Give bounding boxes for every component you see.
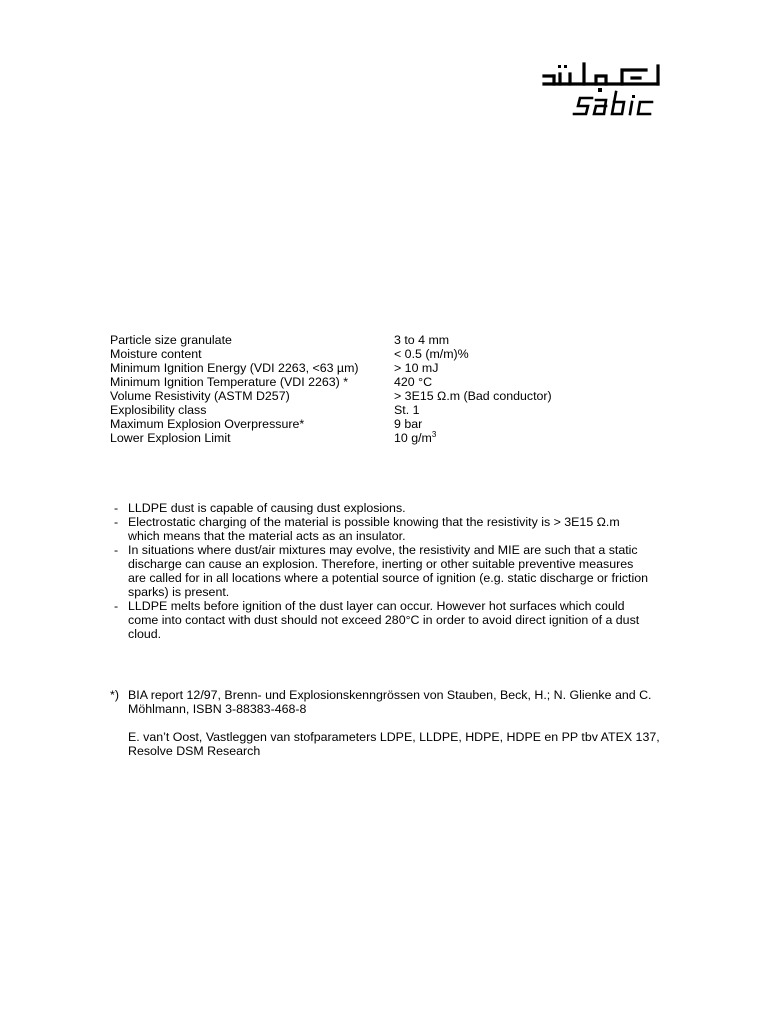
list-item-text: Electrostatic charging of the material is possible knowing that the resistivity is > 3E15 Ω.m which means that the material acts as an insulator. [128,515,620,543]
property-label: Lower Explosion Limit [110,431,231,445]
reference-text: E. van’t Oost, Vastleggen van stofparameters LDPE, LLDPE, HDPE, HDPE en PP tbv ATEX 137, Resolve DSM Research [128,730,660,758]
list-item [114,543,654,599]
reference-spacer [110,716,670,730]
list-item [114,515,654,543]
property-value [394,431,670,445]
property-label: Volume Resistivity (ASTM D257) [110,389,290,403]
bullet-marker: - [114,515,119,529]
property-row [110,389,670,403]
bullet-marker: - [114,599,119,613]
references-section [110,688,670,758]
property-label: Explosibility class [110,403,207,417]
property-value: 9 bar [394,417,423,431]
hazard-notes-list [114,501,654,641]
property-label: Maximum Explosion Overpressure* [110,417,305,431]
property-label: Minimum Ignition Temperature (VDI 2263) * [110,375,349,389]
property-row [110,361,670,375]
property-label: Moisture content [110,347,202,361]
property-value-text: 10 g/m [394,431,432,445]
property-row [110,417,670,431]
property-row [110,375,670,389]
sabic-logo-graphic [540,62,664,120]
list-item [114,599,654,641]
reference-item [110,730,670,758]
reference-item [110,688,670,716]
sabic-logo [540,62,664,120]
property-value: St. 1 [394,403,420,417]
list-item-text: LLDPE melts before ignition of the dust layer can occur. However hot surfaces which could come into contact with dust should not exceed 280°C in order to avoid direct ignition of a dust cloud. [128,599,640,641]
property-value: > 10 mJ [394,361,439,375]
property-label: Particle size granulate [110,333,232,347]
bullet-marker: - [114,501,119,515]
property-label: Minimum Ignition Energy (VDI 2263, <63 µm) [110,361,359,375]
list-item [114,501,654,515]
list-item-text: LLDPE dust is capable of causing dust explosions. [128,501,406,515]
list-item-text: In situations where dust/air mixtures may evolve, the resistivity and MIE are such that a static discharge can cause an explosion. Therefore, inerting or other suitable preventive measures are called for in all locations where a potential source of ignition (e.g. static discharge or friction sparks) is present. [128,543,648,599]
reference-text: BIA report 12/97, Brenn- und Explosionskenngrössen von Stauben, Beck, H.; N. Glienke and C. Möhlmann, ISBN 3-88383-468-8 [128,688,652,716]
property-value-superscript: 3 [431,430,437,439]
property-value: 3 to 4 mm [394,333,450,347]
property-row [110,347,670,361]
property-row [110,403,670,417]
properties-table [110,333,670,445]
bullet-marker: - [114,543,119,557]
footnote-marker: *) [110,688,119,702]
property-row [110,333,670,347]
property-value: 420 °C [394,375,433,389]
property-value: > 3E15 Ω.m (Bad conductor) [394,389,552,403]
property-value: < 0.5 (m/m)% [394,347,469,361]
property-row [110,431,670,445]
